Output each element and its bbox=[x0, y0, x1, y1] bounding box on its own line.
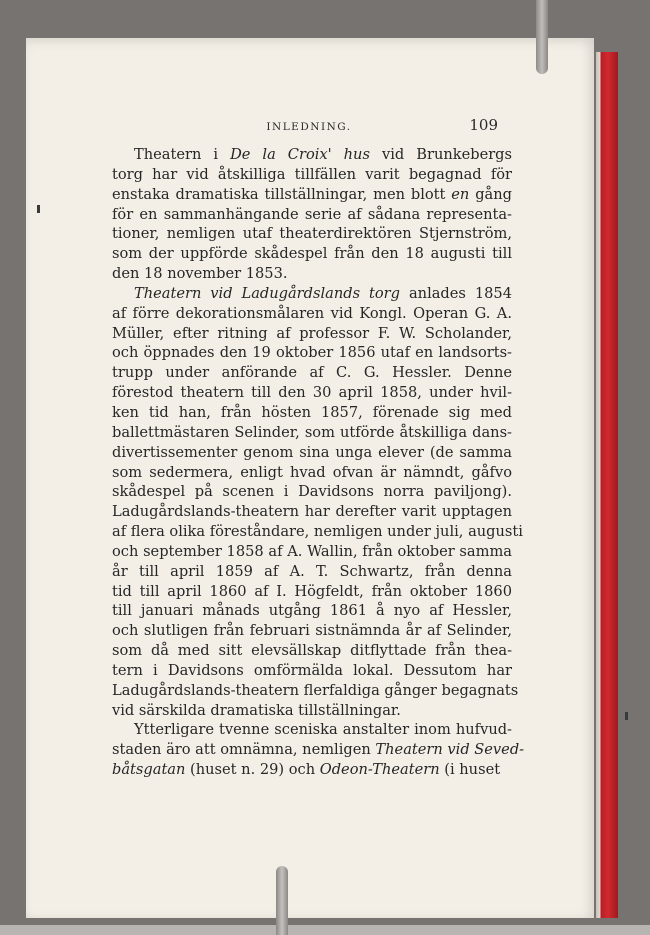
text-line bbox=[112, 443, 512, 463]
text-line bbox=[112, 205, 512, 225]
text-segment: gång bbox=[469, 185, 512, 203]
text-segment: vid Brunkebergs bbox=[369, 146, 513, 163]
text-line bbox=[112, 720, 512, 740]
text-line bbox=[112, 542, 512, 562]
book-spine-edge bbox=[596, 52, 618, 918]
text-line bbox=[112, 601, 512, 621]
text-line bbox=[112, 661, 512, 681]
page-number: 109 bbox=[469, 116, 498, 134]
text-line bbox=[112, 403, 512, 423]
text-line bbox=[112, 701, 512, 721]
text-segment: tid till april 1860 af I. Högfeldt, från oktober 1860 bbox=[112, 582, 512, 600]
text-segment: Ladugårdslands-theatern har derefter varit upptagen bbox=[112, 503, 512, 521]
text-segment: af flera olika föreståndare, nemligen under juli, augusti bbox=[112, 523, 523, 541]
text-segment: den 18 november 1853. bbox=[112, 265, 288, 283]
text-segment: ballettmästaren Selinder, som utförde åtskilliga dans- bbox=[112, 423, 512, 441]
text-segment: tern i Davidsons omförmälda lokal. Dessutom har bbox=[112, 661, 512, 679]
italic-text-segment: Theatern vid Ladugårdslands torg bbox=[134, 284, 401, 302]
text-line bbox=[112, 562, 512, 582]
italic-text-segment: Odeon-Theatern bbox=[319, 761, 440, 779]
page-clip-bottom bbox=[276, 866, 288, 935]
text-segment: staden äro att omnämna, nemligen bbox=[112, 741, 376, 759]
text-segment: för en sammanhängande serie af sådana representa- bbox=[112, 205, 512, 223]
text-line bbox=[112, 522, 523, 542]
text-segment: förestod theatern till den 30 april 1858, under hvil- bbox=[112, 384, 512, 402]
text-line bbox=[112, 681, 519, 701]
text-segment: som sedermera, enligt hvad ofvan är nämndt, gåfvo bbox=[112, 463, 512, 481]
text-segment: trupp under anförande af C. G. Hessler. Denne bbox=[112, 364, 512, 382]
text-segment: ken tid han, från hösten 1857, förenade sig med bbox=[112, 403, 512, 421]
text-segment: och öppnades den 19 oktober 1856 utaf en landsorts- bbox=[112, 344, 512, 362]
text-line bbox=[112, 383, 512, 403]
text-line bbox=[112, 463, 512, 483]
text-segment: som der uppförde skådespel från den 18 augusti till bbox=[112, 245, 512, 263]
italic-text-segment: Theatern vid Seved- bbox=[375, 741, 525, 759]
text-line bbox=[112, 304, 512, 324]
text-segment: skådespel på scenen i Davidsons norra paviljong). bbox=[112, 483, 512, 501]
text-line bbox=[112, 502, 512, 522]
text-segment: divertissementer genom sina unga elever (de samma bbox=[112, 443, 512, 461]
text-segment: Ladugårdslands-theatern flerfaldiga gånger begagnats bbox=[112, 681, 519, 699]
text-segment: tioner, nemligen utaf theaterdirektören Stjernström, bbox=[112, 225, 512, 243]
text-segment: till januari månads utgång 1861 å nyo af Hessler, bbox=[112, 602, 512, 620]
text-line bbox=[112, 621, 512, 641]
text-line bbox=[112, 482, 512, 502]
text-line bbox=[112, 224, 512, 244]
text-segment: torg har vid åtskilliga tillfällen varit begagnad för bbox=[112, 165, 512, 183]
text-line bbox=[112, 244, 512, 264]
text-segment: vid särskilda dramatiska tillställningar. bbox=[112, 701, 401, 719]
italic-text-segment: båtsgatan bbox=[112, 761, 186, 779]
text-line bbox=[112, 363, 512, 383]
text-line bbox=[112, 760, 512, 780]
text-line bbox=[112, 582, 512, 602]
text-segment: af förre dekorationsmålaren vid Kongl. Operan G. A. bbox=[112, 304, 512, 322]
text-line bbox=[112, 185, 512, 205]
text-segment: (huset n. 29) och bbox=[185, 761, 320, 779]
running-title: INLEDNING. bbox=[266, 121, 352, 133]
text-segment: och slutligen från februari sistnämnda år af Selinder, bbox=[112, 622, 512, 640]
italic-text-segment: en bbox=[451, 185, 470, 203]
text-segment: enstaka dramatiska tillställningar, men blott bbox=[112, 185, 452, 203]
text-line bbox=[112, 145, 512, 165]
text-line bbox=[112, 641, 512, 661]
text-segment: Ytterligare tvenne sceniska anstalter inom hufvud- bbox=[134, 721, 512, 739]
text-segment: Müller, efter ritning af professor F. W. Scholander, bbox=[112, 324, 512, 342]
text-segment: anlades 1854 bbox=[400, 284, 512, 302]
italic-text-segment: De la Croix' hus bbox=[230, 146, 370, 163]
margin-mark-left bbox=[37, 205, 40, 213]
text-line bbox=[112, 264, 512, 284]
text-line bbox=[112, 343, 512, 363]
text-segment: år till april 1859 af A. T. Schwartz, från denna bbox=[112, 562, 512, 580]
text-segment: och september 1858 af A. Wallin, från oktober samma bbox=[112, 542, 512, 560]
text-line bbox=[112, 165, 512, 185]
text-segment: (i huset bbox=[439, 761, 501, 779]
page-clip-top bbox=[536, 0, 548, 74]
text-segment: Theatern i bbox=[134, 146, 231, 163]
scanner-bed-edge bbox=[0, 925, 650, 935]
text-line bbox=[112, 324, 512, 344]
text-segment: som då med sitt elevsällskap ditflyttade från thea- bbox=[112, 642, 512, 660]
text-line bbox=[112, 423, 512, 443]
text-line bbox=[112, 284, 512, 304]
margin-mark-right bbox=[625, 712, 628, 720]
page-header bbox=[120, 116, 498, 138]
body-text bbox=[112, 145, 525, 780]
text-line bbox=[112, 740, 525, 760]
